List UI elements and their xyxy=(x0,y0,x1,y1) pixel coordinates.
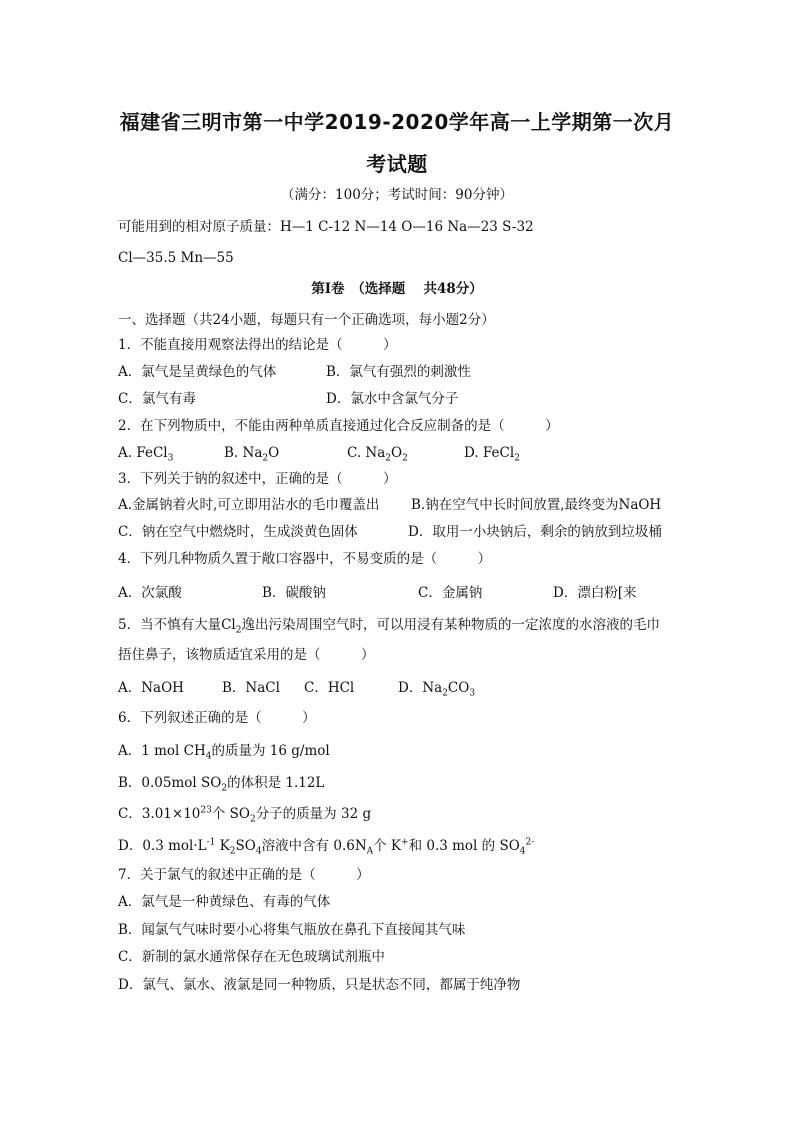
question-1-option-a: A．氯气是呈黄绿色的气体 xyxy=(118,364,277,380)
question-5-option-c: C．HCl xyxy=(304,680,355,696)
question-3-option-b: B.钠在空气中长时间放置,最终变为NaOH xyxy=(411,497,662,513)
question-2-option-a: A. FeCl$_3$ xyxy=(118,445,174,464)
question-6-option-d: D．0.3 $mol\cdot L^{-1}$ $K_2SO_4$溶液中含有 $0.6N_A$个 K+和 0.3 mol 的 $SO_4^{2-}$ xyxy=(118,837,535,857)
question-6-option-c: C．$3.01\times 10^{23}$个 $SO_2$分子的质量为 32 g xyxy=(118,805,372,825)
question-6-option-b: B．0.05mol $SO_2$的体积是 1.12L xyxy=(118,775,325,794)
question-7-option-d: D．氯气、氯水、液氯是同一种物质，只是状态不同，都属于纯净物 xyxy=(118,977,521,993)
question-7-option-c: C．新制的氯水通常保存在无色玻璃试剂瓶中 xyxy=(118,949,385,965)
question-5-option-b: B．NaCl xyxy=(222,680,280,696)
document-title-line2: 考试题 xyxy=(366,152,428,176)
section-instructions: 一、选择题（共24小题，每题只有一个正确选项，每小题2分） xyxy=(118,312,495,328)
question-6-option-a: A．1 mol $CH_4$的质量为 16 g/mol xyxy=(118,743,330,762)
question-5-stem-line1: 5．当不慎有大量$Cl_2$逸出污染周围空气时，可以用浸有某种物质的一定浓度的水溶液的毛巾 xyxy=(118,617,660,636)
question-5-stem-line2: 捂住鼻子，该物质适宜采用的是（ ） xyxy=(118,647,375,663)
exam-info: （满分：100分；考试时间：90分钟） xyxy=(281,187,513,203)
question-7-option-b: B．闻氯气气味时要小心将集气瓶放在鼻孔下直接闻其气味 xyxy=(118,922,466,938)
question-6-stem: 6．下列叙述正确的是（ ） xyxy=(118,710,316,726)
question-7-option-a: A．氯气是一种黄绿色、有毒的气体 xyxy=(118,894,331,910)
question-4-option-d: D．漂白粉[来 xyxy=(553,585,637,601)
question-4-option-a: A．次氯酸 xyxy=(118,585,182,601)
question-2-option-b: B. $Na_2O$ xyxy=(224,445,280,464)
question-1-option-b: B．氯气有强烈的刺激性 xyxy=(326,364,471,380)
question-1-option-d: D．氯水中含氯气分子 xyxy=(326,391,459,407)
question-1-option-c: C．氯气有毒 xyxy=(118,391,196,407)
question-5-option-a: A．NaOH xyxy=(118,680,184,696)
section-heading: 第Ⅰ卷 （选择题 共48分） xyxy=(311,281,483,297)
question-3-option-c: C．钠在空气中燃烧时，生成淡黄色固体 xyxy=(118,524,358,540)
question-3-option-a: A.金属钠着火时,可立即用沾水的毛巾覆盖出 xyxy=(118,497,380,513)
atomic-masses-line1: 可能用到的相对原子质量：H—1 C-12 N—14 O—16 Na—23 S-32 xyxy=(118,219,534,235)
document-title-line1: 福建省三明市第一中学2019-2020学年高一上学期第一次月 xyxy=(119,110,675,134)
question-5-option-d: D．$Na_2CO_3$ xyxy=(398,680,476,699)
question-4-option-c: C．金属钠 xyxy=(418,585,483,601)
atomic-masses-line2: Cl—35.5 Mn—55 xyxy=(118,250,234,266)
question-4-stem: 4．下列几种物质久置于敞口容器中，不易变质的是（ ） xyxy=(118,551,492,567)
question-1-stem: 1．不能直接用观察法得出的结论是（ ） xyxy=(118,337,397,353)
question-2-stem: 2．在下列物质中，不能由两种单质直接通过化合反应制备的是（ ） xyxy=(118,418,559,434)
question-3-stem: 3．下列关于钠的叙述中，正确的是（ ） xyxy=(118,471,397,487)
question-2-option-c: C. $Na_2O_2$ xyxy=(347,445,408,464)
question-4-option-b: B．碳酸钠 xyxy=(262,585,326,601)
question-2-option-d: D. FeCl$_2$ xyxy=(464,445,520,464)
question-7-stem: 7．关于氯气的叙述中正确的是（ ） xyxy=(118,867,370,883)
question-3-option-d: D．取用一小块钠后，剩余的钠放到垃圾桶 xyxy=(408,524,662,540)
